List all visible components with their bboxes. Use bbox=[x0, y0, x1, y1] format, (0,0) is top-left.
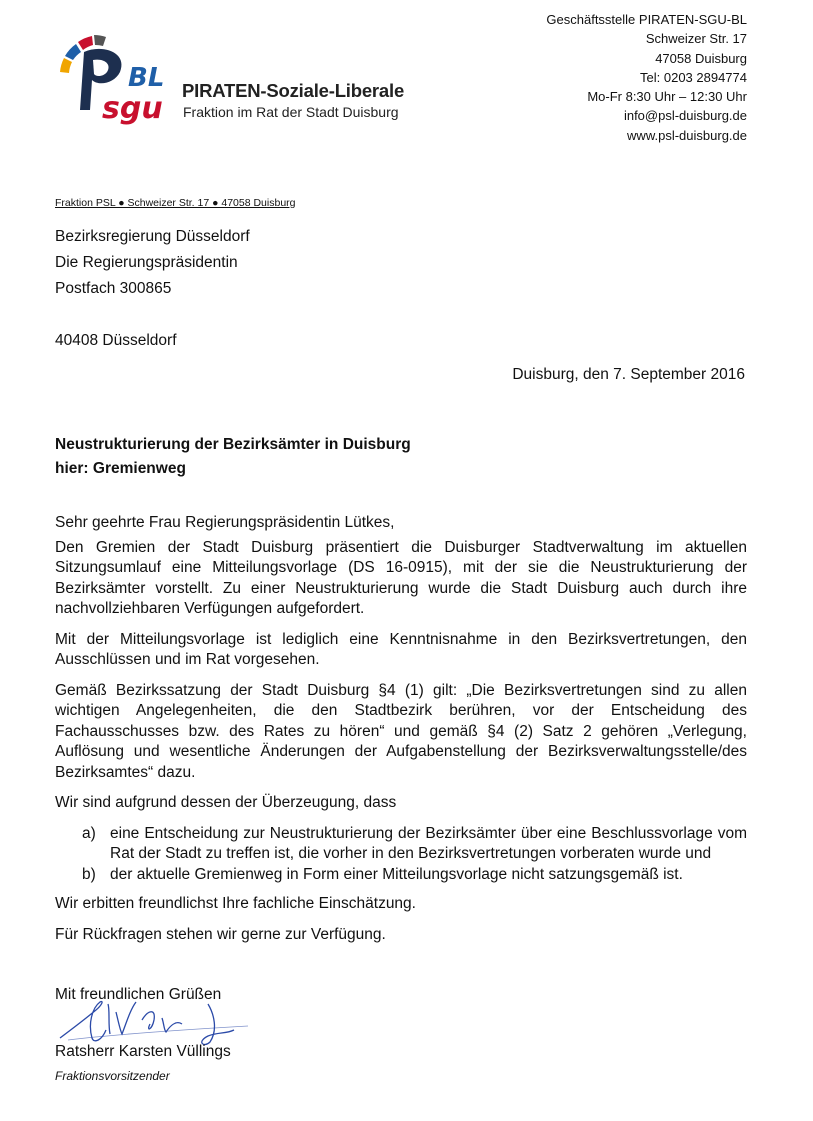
piraten-sail-logo-icon bbox=[50, 28, 185, 128]
org-name: PIRATEN-Soziale-Liberale bbox=[182, 80, 405, 101]
party-logo bbox=[50, 28, 410, 128]
letter-body bbox=[55, 513, 747, 955]
contact-city: 47058 Duisburg bbox=[655, 50, 747, 66]
sender-return-address: Fraktion PSL ● Schweizer Str. 17 ● 47058 Duisburg bbox=[55, 197, 296, 209]
recipient-line-1: Bezirksregierung Düsseldorf bbox=[55, 228, 250, 245]
contact-phone: Tel: 0203 2894774 bbox=[640, 69, 747, 85]
list-item bbox=[55, 865, 747, 886]
org-subtitle: Fraktion im Rat der Stadt Duisburg bbox=[183, 104, 399, 120]
list-item bbox=[55, 824, 747, 865]
signer-role: Fraktionsvorsitzender bbox=[55, 1069, 170, 1083]
paragraph-6: Für Rückfragen stehen wir gerne zur Verfügung. bbox=[55, 925, 386, 943]
list-item-text: der aktuelle Gremienweg in Form einer Mitteilungsvorlage nicht satzungsgemäß ist. bbox=[110, 865, 683, 883]
conviction-list bbox=[55, 824, 747, 886]
paragraph-1: Den Gremien der Stadt Duisburg präsentiert die Duisburger Stadtverwaltung im aktuellen Sitzungsumlauf eine Mitteilungsvorlage (DS 16-0915), mit der sie die Neustrukturierung der Bezirksämter vorstellt. Zu einer Neustrukturierung wurde die Stadt Duisburg auch durch ihre nachvollziehbaren Verfügungen aufgefordert. bbox=[55, 538, 747, 617]
contact-office: Geschäftsstelle PIRATEN-SGU-BL bbox=[546, 12, 747, 27]
recipient-line-2: Die Regierungspräsidentin bbox=[55, 254, 238, 271]
contact-block bbox=[546, 10, 747, 145]
contact-website: www.psl-duisburg.de bbox=[627, 127, 747, 143]
logo-sgu-text: sgu bbox=[102, 91, 163, 126]
list-item-text: eine Entscheidung zur Neustrukturierung der Bezirksämter über eine Beschlussvorlage vom Rat der Stadt zu treffen ist, die vorher in den Bezirksvertretungen vorberaten wurde und bbox=[110, 824, 747, 862]
logo-bl-text: BL bbox=[128, 63, 165, 93]
paragraph-2: Mit der Mitteilungsvorlage ist lediglich eine Kenntnisnahme in den Bezirksvertretungen, den Ausschlüssen und im Rat vorgesehen. bbox=[55, 630, 747, 668]
signature-icon bbox=[58, 990, 258, 1050]
signer-name: Ratsherr Karsten Vüllings bbox=[55, 1043, 231, 1060]
subject-line-1: Neustrukturierung der Bezirksämter in Duisburg bbox=[55, 436, 411, 453]
contact-hours: Mo-Fr 8:30 Uhr – 12:30 Uhr bbox=[587, 89, 747, 105]
list-marker: a) bbox=[82, 824, 96, 842]
subject-line-2: hier: Gremienweg bbox=[55, 460, 186, 477]
salutation: Sehr geehrte Frau Regierungspräsidentin Lütkes, bbox=[55, 514, 395, 531]
letter-subject bbox=[55, 433, 411, 481]
contact-email: info@psl-duisburg.de bbox=[623, 108, 747, 124]
recipient-city: 40408 Düsseldorf bbox=[55, 332, 177, 349]
recipient-line-3: Postfach 300865 bbox=[55, 280, 172, 297]
paragraph-5: Wir erbitten freundlichst Ihre fachliche Einschätzung. bbox=[55, 895, 416, 912]
recipient-address bbox=[55, 224, 250, 354]
closing-greeting: Mit freundlichen Grüßen bbox=[55, 986, 222, 1003]
letter-date: Duisburg, den 7. September 2016 bbox=[512, 366, 745, 383]
contact-street: Schweizer Str. 17 bbox=[645, 31, 747, 47]
list-marker: b) bbox=[82, 865, 96, 883]
paragraph-4: Wir sind aufgrund dessen der Überzeugung, dass bbox=[55, 794, 397, 811]
paragraph-3: Gemäß Bezirkssatzung der Stadt Duisburg §4 (1) gilt: „Die Bezirksvertretungen sind zu allen wichtigen Angelegenheiten, die den Stadtbezirk berühren, vor der Entscheidung des Fachausschusses bzw. des Rates zu hören“ und gemäß §4 (2) Satz 2 gehören „Verlegung, Auflösung und wesentliche Änderungen der Aufgabenstellung der Bezirksverwaltungsstelle/des Bezirksamtes“ dazu. bbox=[55, 681, 747, 781]
